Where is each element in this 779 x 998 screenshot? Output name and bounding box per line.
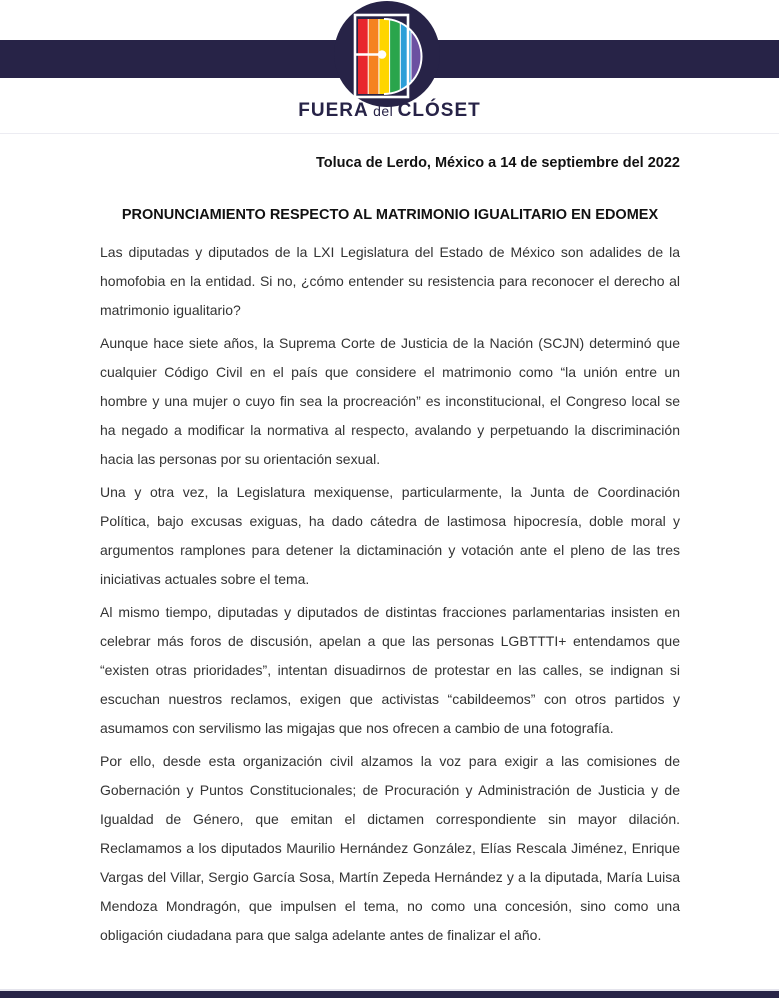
dateline: Toluca de Lerdo, México a 14 de septiembre del 2022: [316, 155, 680, 171]
body-paragraph: Al mismo tiempo, diputadas y diputados de distintas fracciones parlamentarias insisten en celebrar más foros de discusión, apelan a que las personas LGBTTTI+ entendamos que “existen otras prioridades”, intentan disuadirnos de protestar en las calles, se indignan si escuchan nuestros reclamos, exigen que activistas “cabildeemos” con otros partidos y asumamos con servilismo las migajas que nos ofrecen a cambio de una fotografía.: [100, 604, 680, 736]
brand-word-del-text: del: [373, 103, 394, 119]
page-title: PRONUNCIAMIENTO RESPECTO AL MATRIMONIO IGUALITARIO EN EDOMEX: [121, 207, 659, 223]
body-paragraph: Una y otra vez, la Legislatura mexiquense, particularmente, la Junta de Coordinación Política, bajo excusas exiguas, ha dado cátedra de lastimosa hipocresía, doble moral y argumentos ramplones para detener la dictaminación y votación ante el pleno de las tres iniciativas actuales sobre el tema.: [100, 484, 680, 587]
letterhead: [0, 0, 779, 133]
brand-word-closet: CLÓSET: [397, 100, 481, 121]
paragraph-list: [100, 238, 680, 950]
body-paragraph: Por ello, desde esta organización civil alzamos la voz para exigir a las comisiones de Gobernación y Puntos Constitucionales; de Procuración y Administración de Justicia y de Igualdad de Género, que emitan el dictamen correspondiente sin mayor dilación. Reclamamos a los diputados Maurilio Hernández González, Elías Rescala Jiménez, Enrique Vargas del Villar, Sergio García Sosa, Martín Zepeda Hernández y a la diputada, María Luisa Mendoza Mondragón, que impulsen el tema, no como una concesión, sino como una obligación ciudadana para que salga adelante antes de finalizar el año.: [100, 753, 680, 943]
header-divider: [0, 133, 779, 134]
rainbow-door-logo-icon: [324, 0, 450, 112]
footer-band: [0, 989, 779, 998]
body-paragraph: Las diputadas y diputados de la LXI Legislatura del Estado de México son adalides de la homofobia en la entidad. Si no, ¿cómo entender su resistencia para reconocer el derecho al matrimonio igualitario?: [100, 244, 680, 318]
brand-wordmark: [0, 100, 779, 122]
document-body: [100, 153, 680, 950]
body-paragraph: Aunque hace siete años, la Suprema Corte de Justicia de la Nación (SCJN) determinó que cualquier Código Civil en el país que considere el matrimonio como “la unión entre un hombre y una mujer o cuyo fin sea la procreación” es inconstitucional, el Congreso local se ha negado a modificar la normativa al respecto, avalando y perpetuando la discriminación hacia las personas por su orientación sexual.: [100, 335, 680, 467]
brand-word-fuera: FUERA: [298, 100, 369, 121]
